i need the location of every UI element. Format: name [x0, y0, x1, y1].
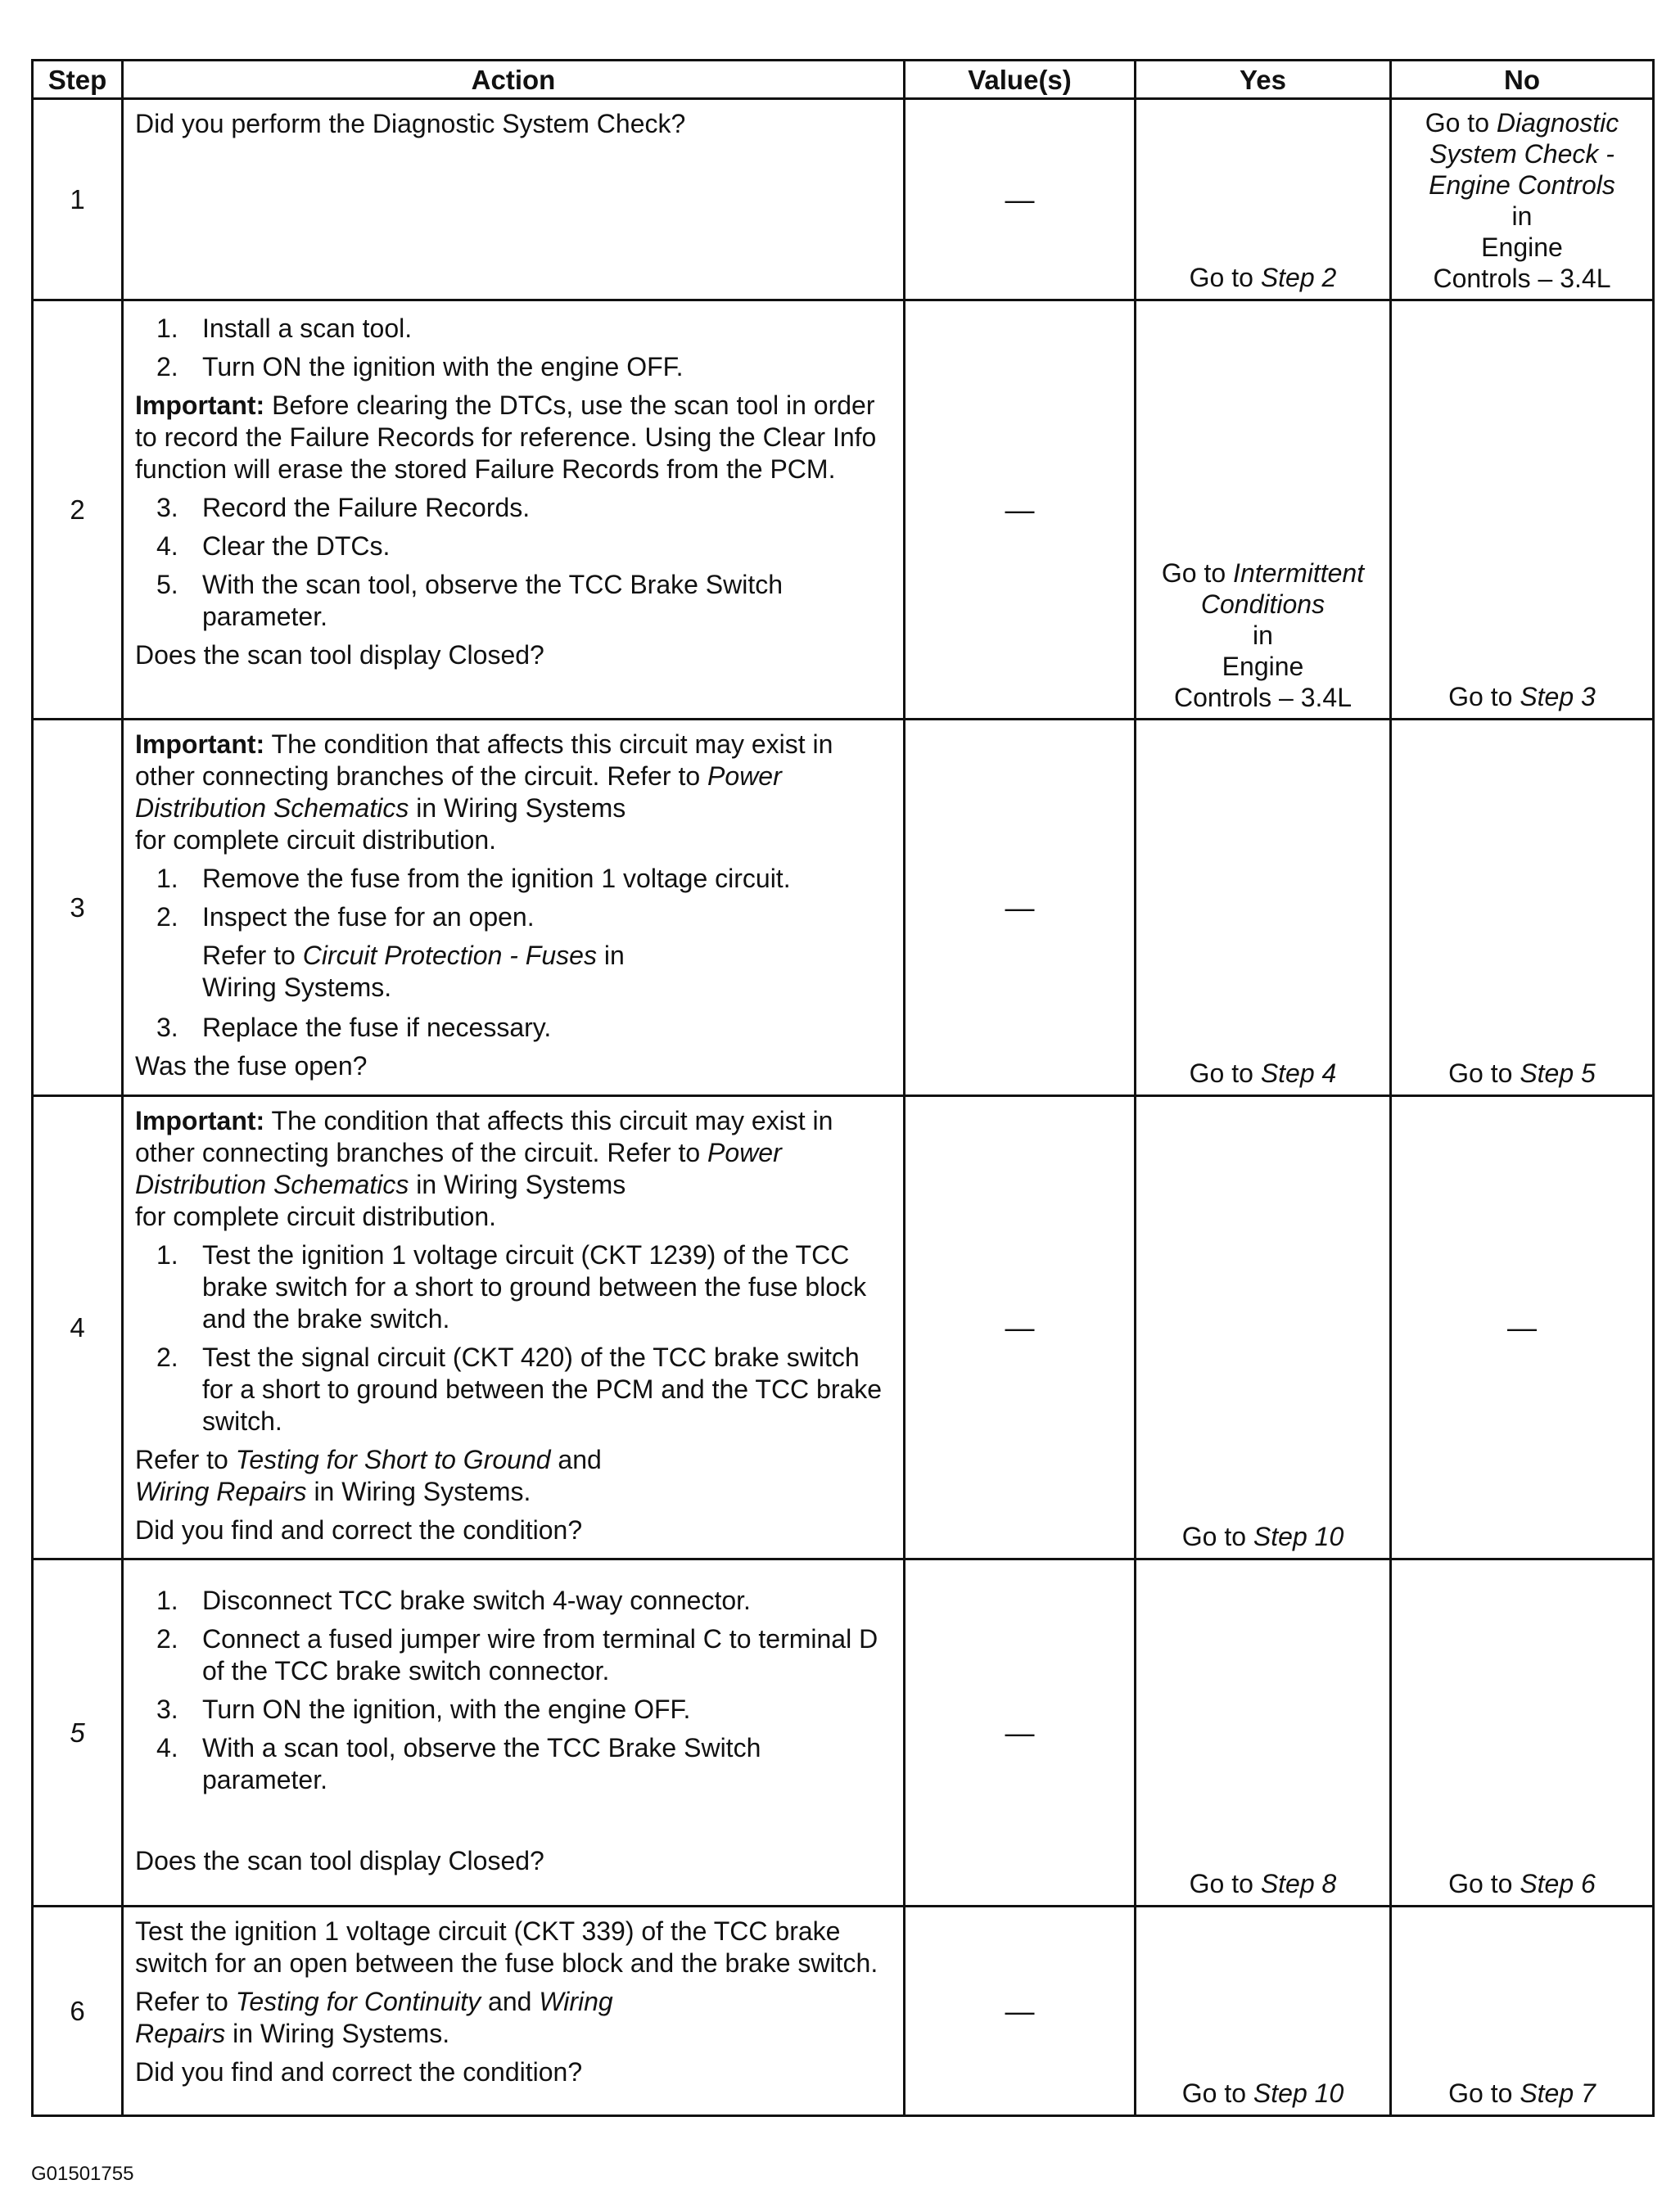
- intermittent-link[interactable]: Intermittent: [1233, 558, 1365, 588]
- step-list: [135, 1585, 892, 1796]
- step-list: [135, 313, 892, 383]
- list-item: 3. Replace the fuse if necessary.: [156, 1013, 552, 1042]
- diagnostic-link[interactable]: Diagnostic: [1496, 108, 1619, 138]
- list-item: 1. Disconnect TCC brake switch 4-way connector.: [156, 1586, 751, 1615]
- diagnostic-table: [31, 59, 1655, 2117]
- step-link[interactable]: Step 8: [1260, 1869, 1337, 1898]
- action-question: Does the scan tool display Closed?: [135, 640, 544, 670]
- value-cell: —: [905, 1096, 1136, 1559]
- list-item: 1. Test the ignition 1 voltage circuit (CKT 1239) of the TCC brake switch for a short to ground between the fuse block and the brake switch.: [156, 1240, 867, 1334]
- reference-link[interactable]: Power Distribution Schematics: [135, 1138, 782, 1199]
- header-action: Action: [123, 61, 905, 99]
- value-cell: —: [905, 720, 1136, 1096]
- table-row: [33, 1907, 1654, 2116]
- action-cell: [123, 1559, 905, 1907]
- reference-note: Refer to Testing for Continuity and Wiring Repairs in Wiring Systems.: [135, 1987, 613, 2048]
- header-yes: Yes: [1136, 61, 1391, 99]
- yes-cell: Go to Step 10: [1136, 1907, 1391, 2116]
- table-row: [33, 99, 1654, 300]
- step-list: [135, 1012, 892, 1044]
- yes-cell: Go to Step 4: [1136, 720, 1391, 1096]
- action-question: Was the fuse open?: [135, 1051, 368, 1081]
- reference-link[interactable]: Wiring: [539, 1987, 613, 2016]
- no-cell: —: [1391, 1096, 1654, 1559]
- important-note: Important: The condition that affects this circuit may exist in other connecting branches of the circuit. Refer to Power Distribution Schematics in Wiring Systems for complete circuit distribution.: [135, 1106, 833, 1231]
- step-link[interactable]: Step 10: [1253, 2078, 1344, 2108]
- step-link[interactable]: Step 10: [1253, 1522, 1344, 1551]
- no-cell: Go to Step 5: [1391, 720, 1654, 1096]
- step-number: 4: [33, 1096, 123, 1559]
- header-step: Step: [33, 61, 123, 99]
- value-cell: —: [905, 99, 1136, 300]
- yes-cell: Go to Step 2: [1136, 99, 1391, 300]
- step-link[interactable]: Step 4: [1260, 1058, 1337, 1088]
- action-text: Test the ignition 1 voltage circuit (CKT 339) of the TCC brake switch for an open between the fuse block and the brake switch.: [135, 1916, 878, 1978]
- list-item: 2. Connect a fused jumper wire from terminal C to terminal D of the TCC brake switch connector.: [156, 1624, 878, 1686]
- yes-cell: Go to Intermittent Conditions in Engine Controls – 3.4L: [1136, 300, 1391, 720]
- list-item: 3. Record the Failure Records.: [156, 493, 531, 522]
- header-row: [33, 61, 1654, 99]
- header-no: No: [1391, 61, 1654, 99]
- action-cell: [123, 1096, 905, 1559]
- header-values: Value(s): [905, 61, 1136, 99]
- step-number: 6: [33, 1907, 123, 2116]
- no-cell: Go to Step 3: [1391, 300, 1654, 720]
- image-id-label: G01501755: [31, 2163, 134, 2185]
- table-row: [33, 720, 1654, 1096]
- step-list: [135, 1239, 892, 1437]
- step-number: 5: [33, 1559, 123, 1907]
- reference-link[interactable]: Testing for Short to Ground: [235, 1445, 551, 1474]
- reference-note: Refer to Testing for Short to Ground and Wiring Repairs in Wiring Systems.: [135, 1445, 602, 1506]
- list-item: 2. Turn ON the ignition with the engine OFF.: [156, 352, 684, 381]
- step-number: 3: [33, 720, 123, 1096]
- list-item: 2. Inspect the fuse for an open.: [156, 902, 535, 932]
- step-number: 2: [33, 300, 123, 720]
- list-item: 4. With a scan tool, observe the TCC Brake Switch parameter.: [156, 1733, 761, 1794]
- step-link[interactable]: Step 2: [1260, 263, 1337, 292]
- step-link[interactable]: Step 5: [1520, 1058, 1596, 1088]
- no-cell: Go to Step 7: [1391, 1907, 1654, 2116]
- reference-link[interactable]: Wiring Repairs: [135, 1477, 307, 1506]
- list-item: 4. Clear the DTCs.: [156, 531, 391, 561]
- step-link[interactable]: Step 6: [1520, 1869, 1596, 1898]
- step-list: [135, 492, 892, 633]
- action-cell: [123, 300, 905, 720]
- action-cell: [123, 1907, 905, 2116]
- list-item: 1. Install a scan tool.: [156, 314, 413, 343]
- value-cell: —: [905, 1559, 1136, 1907]
- important-note: Important: The condition that affects this circuit may exist in other connecting branches of the circuit. Refer to Power Distribution Schematics in Wiring Systems for complete circuit distribution.: [135, 729, 833, 855]
- action-question: Did you find and correct the condition?: [135, 1515, 583, 1545]
- step-list: [135, 863, 892, 933]
- value-cell: —: [905, 1907, 1136, 2116]
- action-question: Did you perform the Diagnostic System Check?: [135, 109, 686, 138]
- list-item: 2. Test the signal circuit (CKT 420) of the TCC brake switch for a short to ground between the PCM and the TCC brake switch.: [156, 1343, 883, 1436]
- action-cell: [123, 99, 905, 300]
- table-row: [33, 1096, 1654, 1559]
- list-item: 1. Remove the fuse from the ignition 1 voltage circuit.: [156, 864, 791, 893]
- reference-link[interactable]: Power Distribution Schematics: [135, 761, 782, 823]
- reference-link[interactable]: Testing for Continuity: [235, 1987, 481, 2016]
- step-link[interactable]: Step 7: [1520, 2078, 1596, 2108]
- step-link[interactable]: Step 3: [1520, 682, 1596, 711]
- action-question: Does the scan tool display Closed?: [135, 1846, 544, 1875]
- table-row: [33, 1559, 1654, 1907]
- list-item: 5. With the scan tool, observe the TCC Brake Switch parameter.: [156, 570, 784, 631]
- list-item: 3. Turn ON the ignition, with the engine OFF.: [156, 1695, 691, 1724]
- important-note: Important: Before clearing the DTCs, use the scan tool in order to record the Failure Records for reference. Using the Clear Info function will erase the stored Failure Records from the PCM.: [135, 390, 877, 484]
- action-cell: [123, 720, 905, 1096]
- table-row: [33, 300, 1654, 720]
- yes-cell: Go to Step 8: [1136, 1559, 1391, 1907]
- reference-note: Refer to Circuit Protection - Fuses in Wiring Systems.: [202, 941, 625, 1002]
- no-cell: Go to Step 6: [1391, 1559, 1654, 1907]
- reference-link[interactable]: Circuit Protection - Fuses: [302, 941, 597, 970]
- no-cell: Go to Diagnostic System Check - Engine Controls in Engine Controls – 3.4L: [1391, 99, 1654, 300]
- value-cell: —: [905, 300, 1136, 720]
- yes-cell: Go to Step 10: [1136, 1096, 1391, 1559]
- action-question: Did you find and correct the condition?: [135, 2057, 583, 2087]
- step-number: 1: [33, 99, 123, 300]
